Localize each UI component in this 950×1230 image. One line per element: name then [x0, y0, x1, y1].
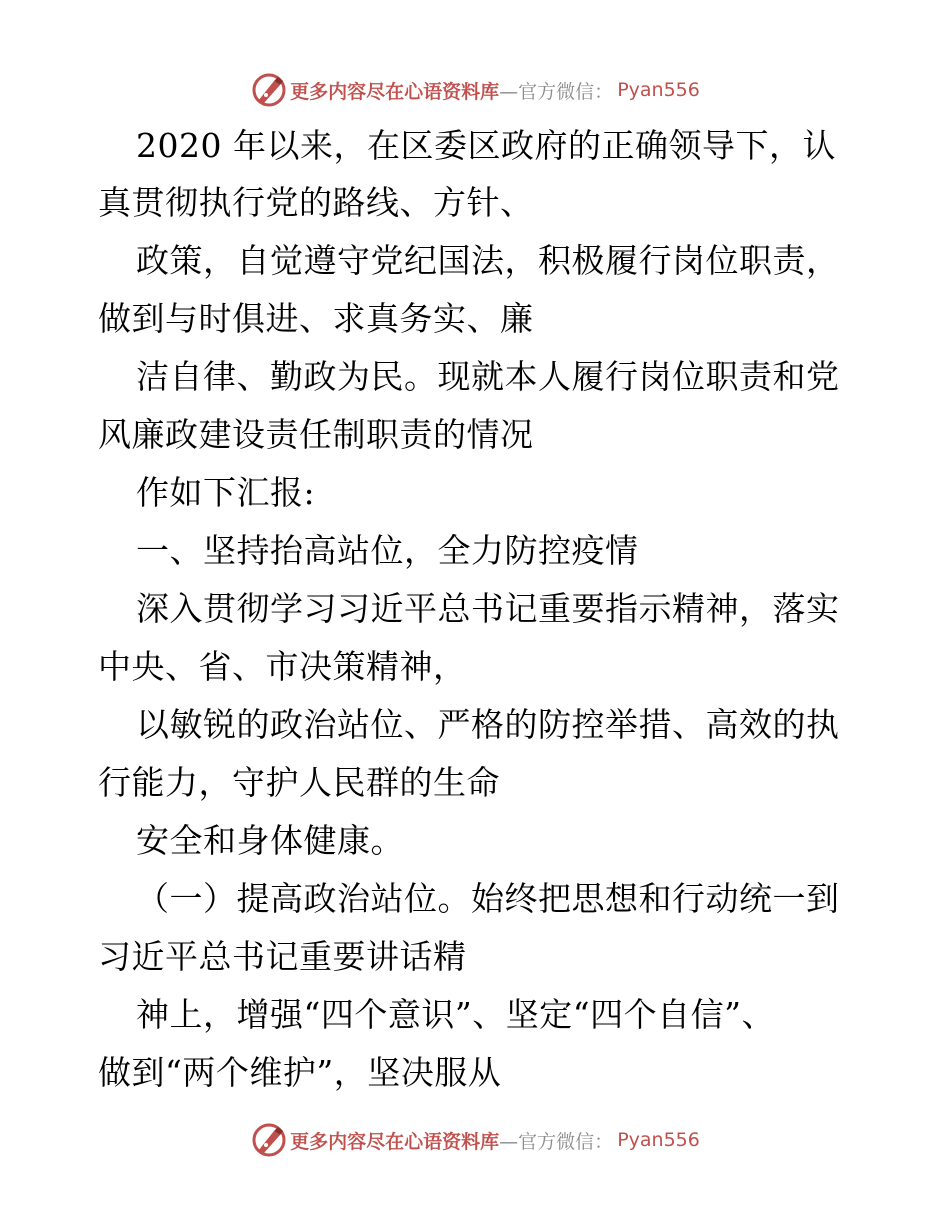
body-line-text: 2020 年以来，在区委区政府的正确领导下，认 — [136, 126, 836, 165]
body-line — [0, 992, 950, 1038]
body-line-text: 深入贯彻学习习近平总书记重要指示精神，落实 — [136, 589, 840, 628]
body-line-text: 做到与时俱进、求真务实、廉 — [98, 299, 534, 338]
body-line-text: 中央、省、市决策精神， — [98, 647, 467, 686]
body-line — [0, 760, 950, 806]
pen-nib-logo-icon — [250, 1121, 288, 1159]
subsection-heading-text: （一）提高政治站位。始终把思想和行动统一到 — [136, 879, 840, 918]
body-line — [0, 644, 950, 690]
pen-nib-logo-icon — [250, 71, 288, 109]
banner-wechat-id: Pyan556 — [617, 79, 700, 101]
body-line-text: 以敏锐的政治站位、严格的防控举措、高效的执 — [136, 705, 840, 744]
body-line — [0, 412, 950, 458]
body-line — [0, 238, 950, 284]
body-line — [0, 702, 950, 748]
body-line — [0, 296, 950, 342]
body-line-text: 风廉政建设责任制职责的情况 — [98, 415, 534, 454]
banner-separator-text: —官方微信： — [499, 80, 614, 103]
body-line-text: 做到“两个维护”，坚决服从 — [98, 1053, 502, 1092]
footer-watermark-banner — [0, 1118, 950, 1162]
section-heading-text: 一、坚持抬高站位，全力防控疫情 — [136, 531, 639, 570]
body-line-text: 政策，自觉遵守党纪国法，积极履行岗位职责， — [136, 241, 840, 280]
banner-separator-text: —官方微信： — [499, 1130, 614, 1153]
body-line-text: 习近平总书记重要讲话精 — [98, 937, 467, 976]
banner-wechat-id: Pyan556 — [617, 1129, 700, 1151]
body-line-text: 神上，增强“四个意识”、坚定“四个自信”、 — [136, 995, 775, 1034]
banner-main-text: 更多内容尽在心语资料库 — [290, 1130, 500, 1153]
body-line — [0, 123, 950, 169]
body-line — [0, 1050, 950, 1096]
section-heading — [0, 528, 950, 574]
banner-main-text: 更多内容尽在心语资料库 — [290, 80, 500, 103]
body-line-text: 行能力，守护人民群的生命 — [98, 763, 500, 802]
body-line-text: 真贯彻执行党的路线、方针、 — [98, 183, 534, 222]
body-line — [0, 818, 950, 864]
body-line — [0, 470, 950, 516]
subsection-heading — [0, 876, 950, 922]
body-line — [0, 934, 950, 980]
body-line — [0, 180, 950, 226]
body-line-text: 作如下汇报: — [136, 473, 316, 512]
body-line-text: 安全和身体健康。 — [136, 821, 404, 860]
body-line — [0, 354, 950, 400]
header-watermark-banner — [0, 68, 950, 112]
body-line — [0, 586, 950, 632]
body-line-text: 洁自律、勤政为民。现就本人履行岗位职责和党 — [136, 357, 840, 396]
